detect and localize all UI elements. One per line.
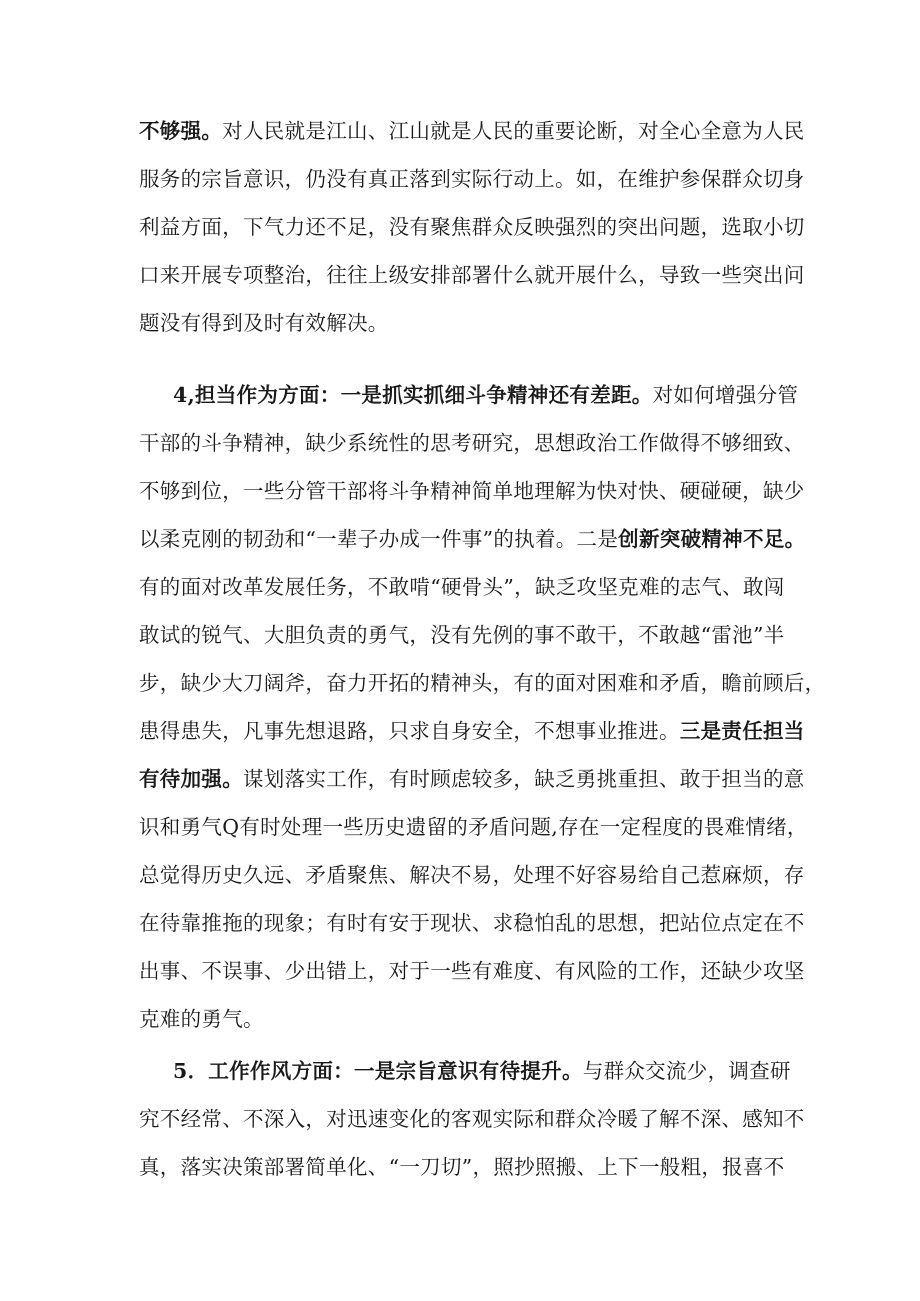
text-line: 在待靠推拖的现象；有时有安于现状、求稳怕乱的思想，把站位点定在不 [139,911,805,935]
text-line: 真，落实决策部署简单化、“一刀切”，照抄照搬、上下一般粗，报喜不 [139,1155,785,1179]
text-line [139,371,799,419]
text-line [139,515,806,563]
bold-text: 4,担当作为方面：一是抓实抓细斗争精神还有差距。 [173,383,653,407]
bold-text: 不够强。 [139,119,223,143]
text-line: 究不经常、不深入，对迅速变化的客观实际和群众冷暖了解不深、感知不 [139,1107,805,1131]
bold-text: 创新突破精神不足。 [618,527,806,551]
body-text: 对如何增强分管 [652,383,799,407]
paragraph-3 [139,1047,805,1191]
text-line: 有的面对改革发展任务，不敢啃“硬骨头”，缺乏攻坚克难的志气、敢闯 [139,575,785,599]
text-line [139,1047,789,1095]
text-line: 服务的宗旨意识，仍没有真正落到实际行动上。如，在维护参保群众切身 [139,167,805,191]
body-text: 与群众交流少，调查研 [582,1059,791,1083]
bold-text: 三是责任担当 [679,719,805,743]
text-line: 不够到位，一些分管干部将斗争精神简单地理解为快对快、硬碰硬，缺少 [139,479,805,503]
text-line: 口来开展专项整治，往往上级安排部署什么就开展什么，导致一些突出问 [139,263,805,287]
body-text: 对人民就是江山、江山就是人民的重要论断，对全心全意为人民 [222,119,805,143]
text-line: 干部的斗争精神，缺少系统性的思考研究，思想政治工作做得不够细致、 [139,431,805,455]
text-line: 克难的勇气。 [139,1007,264,1031]
text-line: 总觉得历史久远、矛盾聚焦、解决不易，处理不好容易给自己惹麻烦，存 [139,863,805,887]
text-line: 利益方面，下气力还不足，没有聚焦群众反映强烈的突出问题，选取小切 [139,215,805,239]
text-line [139,755,805,803]
bold-text: 5．工作作风方面：一是宗旨意识有待提升。 [173,1059,583,1083]
paragraph-1 [139,107,805,347]
paragraph-2 [139,371,826,1043]
body-text: 患得患失，凡事先想退路，只求自身安全，不想事业推进。 [139,719,680,743]
text-line: 题没有得到及时有效解决。 [139,311,389,335]
text-line: 敢试的锐气、大胆负责的勇气，没有先例的事不敢干，不敢越“雷池”半 [139,623,785,647]
body-text: 以柔克刚的韧劲和“一辈子办成一件事”的执着。二是 [139,527,619,551]
bold-text: 有待加强。 [139,767,243,791]
text-line [139,107,805,155]
text-line: 出事、不误事、少出错上，对于一些有难度、有风险的工作，还缺少攻坚 [139,959,805,983]
text-line [139,707,805,755]
body-text: 谋划落实工作，有时顾虑较多，缺乏勇挑重担、敢于担当的意 [243,767,805,791]
text-line: 步，缺少大刀阔斧，奋力开拓的精神头，有的面对困难和矛盾，瞻前顾后， [139,671,826,695]
text-line: 识和勇气Q有时处理一些历史遗留的矛盾问题,存在一定程度的畏难情绪， [139,815,808,839]
